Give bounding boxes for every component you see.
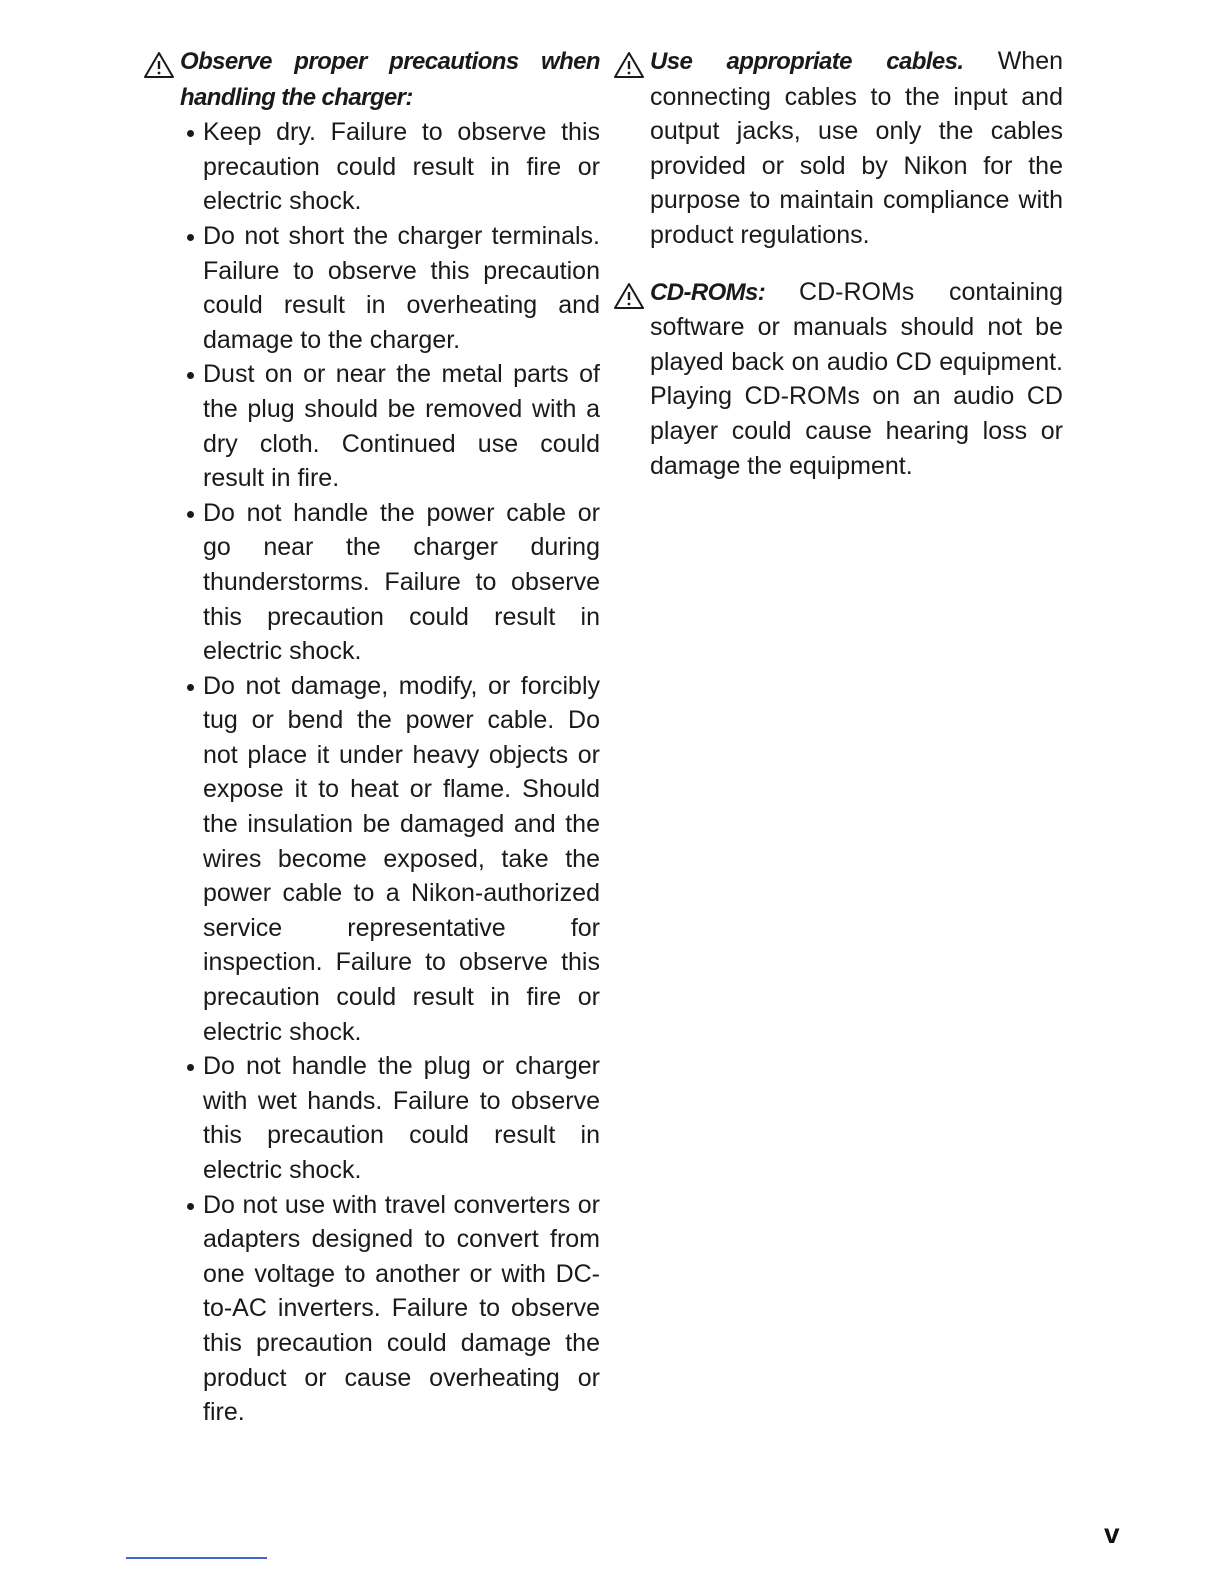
cd-roms-paragraph [613, 275, 1063, 484]
charger-precautions-heading [143, 44, 600, 115]
list-item: Do not handle the plug or charger with wet hands. Failure to observe this precaution could result in electric shock. [185, 1049, 600, 1187]
left-column [143, 44, 600, 1430]
footer-rule [126, 1557, 267, 1559]
cd-roms-body: CD-ROMs containing software or manuals should not be played back on audio CD equipment. Playing CD-ROMs on an audio CD player could cause hearing loss or damage the equipment. [650, 277, 1063, 480]
warning-triangle-icon [613, 282, 645, 310]
right-column [613, 44, 1063, 483]
cd-roms-heading: CD-ROMs: [650, 278, 800, 306]
list-item: Do not short the charger terminals. Failure to observe this precaution could result in overheating and damage to the charger. [185, 219, 600, 357]
charger-precautions-title: Observe proper precautions when handling the charger: [180, 48, 600, 111]
list-item: Keep dry. Failure to observe this precaution could result in fire or electric shock. [185, 115, 600, 219]
list-item: Do not handle the power cable or go near the charger during thunderstorms. Failure to observe this precaution could result in electric shock. [185, 496, 600, 669]
list-item: Do not use with travel converters or adapters designed to convert from one voltage to another or with DC-to-AC inverters. Failure to observe this precaution could damage the product or cause overheating or fire. [185, 1188, 600, 1430]
warning-triangle-icon [613, 51, 645, 79]
list-item: Do not damage, modify, or forcibly tug or bend the power cable. Do not place it under heavy objects or expose it to heat or flame. Should the insulation be damaged and the wires become exposed, take the power cable to a Nikon-authorized service representative for inspection. Failure to observe this precaution could result in fire or electric shock. [185, 669, 600, 1050]
cables-body: When connecting cables to the input and output jacks, use only the cables provided or sold by Nikon for the purpose to maintain compliance with product regulations. [650, 47, 1063, 249]
cables-section [613, 44, 1063, 253]
page-number: v [1104, 1518, 1120, 1549]
cables-paragraph [613, 44, 1063, 253]
cables-heading: Use appropriate cables. [650, 48, 998, 75]
charger-precautions-list [143, 115, 600, 1430]
charger-precautions-section [143, 44, 600, 1430]
cd-roms-section [613, 275, 1063, 484]
list-item: Dust on or near the metal parts of the plug should be removed with a dry cloth. Continued use could result in fire. [185, 357, 600, 495]
warning-triangle-icon [143, 51, 175, 79]
